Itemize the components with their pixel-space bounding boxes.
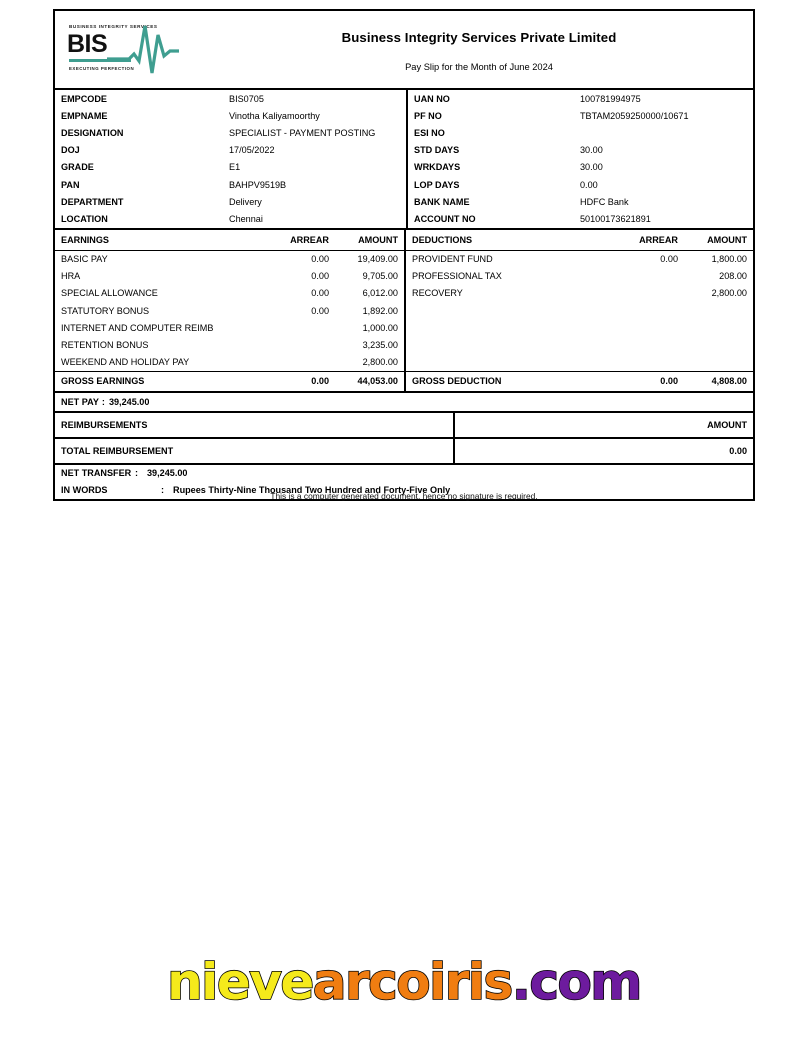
payslip-header bbox=[55, 11, 753, 90]
earning-amount: 1,892.00 bbox=[362, 305, 398, 316]
gross-deduction-label: GROSS DEDUCTION bbox=[404, 372, 594, 391]
logo-wordmark: BIS bbox=[67, 29, 108, 58]
column-header-deductions-amount: AMOUNT bbox=[707, 234, 747, 245]
payslip-period: Pay Slip for the Month of June 2024 bbox=[405, 61, 553, 72]
net-pay-value: 39,245.00 bbox=[108, 396, 150, 407]
info-value-location: Chennai bbox=[229, 213, 263, 224]
info-value-account-no: 50100173621891 bbox=[580, 213, 651, 224]
gross-earnings-amount: 44,053.00 bbox=[357, 376, 398, 387]
total-reimbursement-label: TOTAL REIMBURSEMENT bbox=[61, 445, 174, 456]
info-value-bank-name: HDFC Bank bbox=[580, 196, 629, 207]
deduction-amount: 2,800.00 bbox=[711, 288, 747, 299]
deduction-name: RECOVERY bbox=[404, 285, 594, 302]
info-label-department: DEPARTMENT bbox=[61, 196, 124, 207]
info-label-pan: PAN bbox=[61, 179, 80, 190]
company-logo bbox=[55, 11, 245, 88]
logo-tagline-top: BUSINESS INTEGRITY SERVICES bbox=[69, 23, 158, 29]
net-pay-row bbox=[55, 393, 753, 413]
info-value-empcode: BIS0705 bbox=[229, 93, 264, 104]
table-row bbox=[55, 302, 753, 319]
table-row bbox=[55, 354, 753, 371]
deduction-arrear bbox=[594, 354, 684, 371]
in-words-value: Rupees Thirty-Nine Thousand Two Hundred and Forty-Five Only bbox=[173, 485, 451, 496]
info-row bbox=[55, 107, 753, 124]
column-header-deductions-arrear: ARREAR bbox=[639, 234, 678, 245]
info-label-location: LOCATION bbox=[61, 213, 108, 224]
deduction-arrear bbox=[594, 302, 684, 319]
earning-arrear bbox=[245, 336, 335, 353]
net-transfer-label: NET TRANSFER bbox=[61, 468, 132, 479]
info-row bbox=[55, 159, 753, 176]
earning-arrear bbox=[245, 319, 335, 336]
reimbursements-label: REIMBURSEMENTS bbox=[61, 419, 148, 430]
info-row bbox=[55, 142, 753, 159]
deduction-arrear: 0.00 bbox=[660, 254, 678, 265]
table-row bbox=[55, 319, 753, 336]
info-value-lop-days: 0.00 bbox=[580, 179, 598, 190]
reimbursements-header-row bbox=[55, 413, 753, 439]
gross-deduction-arrear: 0.00 bbox=[660, 376, 678, 387]
info-value-wrkdays: 30.00 bbox=[580, 162, 603, 173]
deduction-name bbox=[404, 302, 594, 319]
info-row bbox=[55, 124, 753, 141]
deduction-arrear bbox=[594, 285, 684, 302]
earning-amount: 19,409.00 bbox=[357, 254, 398, 265]
info-value-uan-no: 100781994975 bbox=[580, 93, 641, 104]
deduction-name bbox=[404, 319, 594, 336]
net-pay-label: NET PAY bbox=[61, 396, 99, 407]
logo-tagline-bottom: EXECUTING PERFECTION bbox=[69, 65, 135, 71]
net-transfer-row bbox=[55, 465, 753, 482]
table-row bbox=[55, 268, 753, 285]
earning-amount: 3,235.00 bbox=[362, 340, 398, 351]
earnings-deductions-body bbox=[55, 251, 753, 372]
earning-amount: 9,705.00 bbox=[362, 271, 398, 282]
info-label-esi-no: ESI NO bbox=[406, 124, 574, 141]
earning-arrear: 0.00 bbox=[311, 271, 329, 282]
heartbeat-pulse-icon bbox=[107, 21, 179, 79]
totals-row bbox=[55, 372, 753, 393]
watermark-part-3: .com bbox=[511, 953, 641, 1011]
info-label-lop-days: LOP DAYS bbox=[406, 176, 574, 193]
earning-amount: 1,000.00 bbox=[362, 322, 398, 333]
deduction-arrear bbox=[594, 336, 684, 353]
earning-name: WEEKEND AND HOLIDAY PAY bbox=[61, 357, 190, 368]
earning-name: SPECIAL ALLOWANCE bbox=[61, 288, 158, 299]
total-reimbursement-amount: 0.00 bbox=[453, 439, 753, 463]
earning-name: STATUTORY BONUS bbox=[61, 305, 150, 316]
watermark bbox=[0, 953, 808, 1011]
gross-earnings-label: GROSS EARNINGS bbox=[61, 376, 145, 387]
info-row bbox=[55, 210, 753, 227]
info-label-empcode: EMPCODE bbox=[61, 93, 107, 104]
earning-amount: 2,800.00 bbox=[362, 357, 398, 368]
employee-info-block bbox=[55, 90, 753, 230]
info-value-designation: SPECIALIST - PAYMENT POSTING bbox=[229, 127, 376, 138]
info-label-bank-name: BANK NAME bbox=[406, 193, 574, 210]
earning-amount: 6,012.00 bbox=[362, 288, 398, 299]
info-value-pan: BAHPV9519B bbox=[229, 179, 287, 190]
info-label-uan-no: UAN NO bbox=[406, 90, 574, 107]
in-words-separator: : bbox=[161, 485, 165, 496]
payslip-document bbox=[53, 9, 755, 501]
gross-deduction-amount: 4,808.00 bbox=[711, 376, 747, 387]
column-header-deductions: DEDUCTIONS bbox=[404, 230, 594, 250]
deduction-amount bbox=[684, 336, 753, 353]
deduction-amount: 208.00 bbox=[719, 271, 747, 282]
info-label-doj: DOJ bbox=[61, 145, 80, 156]
earning-arrear: 0.00 bbox=[311, 254, 329, 265]
info-label-account-no: ACCOUNT NO bbox=[406, 210, 574, 227]
info-row bbox=[55, 193, 753, 210]
info-value-empname: Vinotha Kaliyamoorthy bbox=[229, 110, 320, 121]
gross-earnings-arrear: 0.00 bbox=[311, 376, 329, 387]
info-label-designation: DESIGNATION bbox=[61, 127, 124, 138]
earning-arrear: 0.00 bbox=[311, 288, 329, 299]
earning-name: BASIC PAY bbox=[61, 254, 108, 265]
deduction-name: PROVIDENT FUND bbox=[404, 251, 594, 268]
earning-arrear bbox=[245, 354, 335, 371]
in-words-label: IN WORDS bbox=[61, 485, 108, 496]
net-transfer-separator: : bbox=[135, 468, 139, 479]
deduction-arrear bbox=[594, 268, 684, 285]
earnings-deductions-header bbox=[55, 230, 753, 251]
deduction-amount bbox=[684, 354, 753, 371]
info-label-pf-no: PF NO bbox=[406, 107, 574, 124]
deduction-amount bbox=[684, 319, 753, 336]
company-name: Business Integrity Services Private Limited bbox=[341, 29, 617, 45]
deduction-name bbox=[404, 354, 594, 371]
earning-arrear: 0.00 bbox=[311, 305, 329, 316]
deduction-name bbox=[404, 336, 594, 353]
info-value-esi-no bbox=[574, 124, 753, 141]
reimbursements-amount-header: AMOUNT bbox=[453, 413, 753, 437]
column-header-earnings-amount: AMOUNT bbox=[358, 234, 398, 245]
info-row bbox=[55, 90, 753, 107]
earning-name: INTERNET AND COMPUTER REIMB bbox=[61, 322, 214, 333]
watermark-part-1: nieve bbox=[167, 953, 313, 1011]
info-label-wrkdays: WRKDAYS bbox=[406, 159, 574, 176]
table-row bbox=[55, 336, 753, 353]
earning-name: HRA bbox=[61, 271, 81, 282]
table-row bbox=[55, 251, 753, 268]
info-label-empname: EMPNAME bbox=[61, 110, 108, 121]
info-row bbox=[55, 176, 753, 193]
info-label-std-days: STD DAYS bbox=[406, 142, 574, 159]
info-value-doj: 17/05/2022 bbox=[229, 145, 275, 156]
deduction-arrear bbox=[594, 319, 684, 336]
info-value-grade: E1 bbox=[229, 162, 241, 173]
column-header-earnings-arrear: ARREAR bbox=[290, 234, 329, 245]
deduction-amount bbox=[684, 302, 753, 319]
header-titles bbox=[245, 11, 753, 88]
watermark-part-2: arcoiris bbox=[312, 953, 512, 1011]
info-value-pf-no: TBTAM2059250000/10671 bbox=[580, 110, 689, 121]
info-value-std-days: 30.00 bbox=[580, 145, 603, 156]
deduction-amount: 1,800.00 bbox=[711, 254, 747, 265]
net-pay-separator: : bbox=[101, 396, 105, 407]
table-row bbox=[55, 285, 753, 302]
deduction-name: PROFESSIONAL TAX bbox=[404, 268, 594, 285]
column-header-earnings: EARNINGS bbox=[61, 234, 109, 245]
net-transfer-value: 39,245.00 bbox=[147, 468, 188, 479]
earning-name: RETENTION BONUS bbox=[61, 340, 149, 351]
info-value-department: Delivery bbox=[229, 196, 262, 207]
total-reimbursement-row bbox=[55, 439, 753, 465]
disclaimer-text: This is a computer generated document, hence no signature is required. bbox=[270, 491, 538, 501]
info-label-grade: GRADE bbox=[61, 162, 94, 173]
